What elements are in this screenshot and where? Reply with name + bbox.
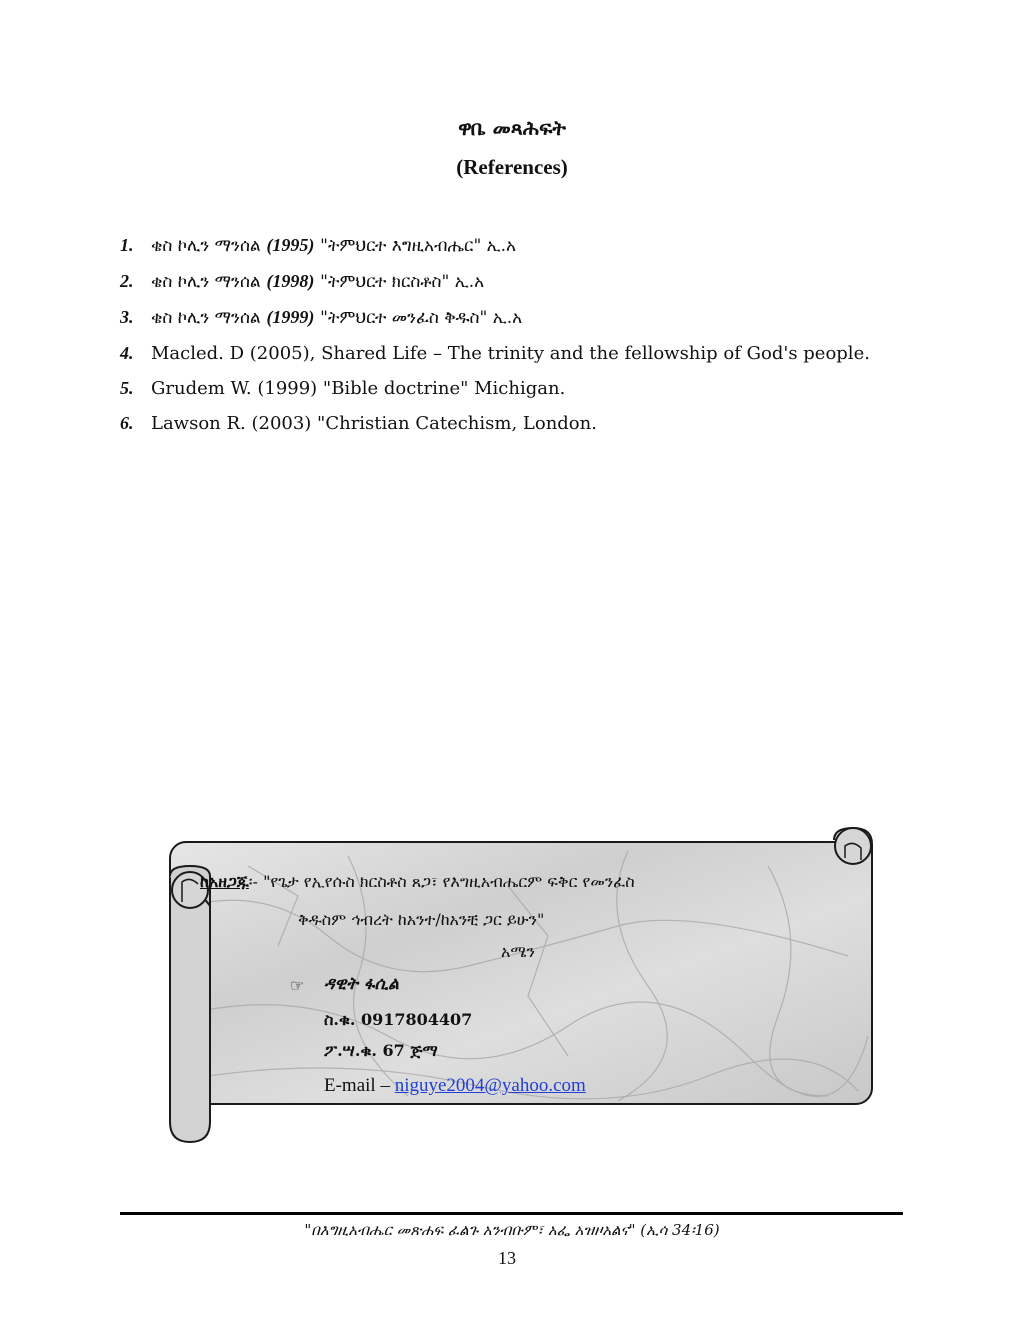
amen-text: አሜን [501,942,535,961]
phone-number: ስ.ቁ. 0917804407 [324,1010,473,1029]
reference-year: (1999) [266,307,315,327]
footer-quote: "በእግዚአብሔር መጽሐፍ ፈልጉ አንብቡም፣ አፌ አዝዞአልና" (ኢሳ 34፡16) [304,1221,720,1239]
email-line [324,1075,586,1097]
reference-number: 2. [120,271,134,291]
reference-author: ቄስ ኮሊን ማንሰል [151,308,261,328]
reference-number: 4. [120,343,134,363]
reference-number: 5. [120,378,134,398]
email-label: E-mail – [324,1075,395,1096]
preparer-line [200,872,635,892]
reference-text: Grudem W. (1999) "Bible doctrine" Michigan. [151,378,566,399]
reference-text: Lawson R. (2003) "Christian Catechism, London. [151,413,597,434]
reference-number: 1. [120,235,134,255]
page-title-amharic: ዋቤ መጻሕፍት [458,116,566,140]
reference-list [120,228,903,441]
reference-year: (1998) [266,271,315,291]
reference-title: "ትምህርተ መንፈስ ቅዱስ" ኢ.አ [320,308,523,328]
blessing-line-2: ቅዱስም ኅብረት ከአንተ/ከአንቺ ጋር ይሁን" [298,910,545,929]
reference-title: "ትምህርተ ክርስቶስ" ኢ.አ [320,272,485,292]
page-number: 13 [498,1248,516,1268]
preparer-separator: ፡- [248,872,258,891]
reference-title: "ትምህርተ እግዚአብሔር" ኢ.አ [320,236,517,256]
reference-text: Macled. D (2005), Shared Life – The trinity and the fellowship of God's people. [151,343,870,364]
footer-divider [120,1212,903,1215]
reference-item [120,300,903,336]
pointing-hand-icon: ☞ [290,976,305,995]
email-link[interactable]: niguye2004@yahoo.com [394,1075,586,1096]
author-name: ዳዊት ፋሲል [324,974,399,994]
po-box: ፖ.ሣ.ቁ. 67 ጅማ [324,1041,438,1060]
reference-author: ቄስ ኮሊን ማንሰል [151,272,261,292]
blessing-line-1: "የጌታ የኢየሱስ ክርስቶስ ጸጋ፣ የእግዚአብሔርም ፍቅር የመንፈስ [263,872,635,891]
reference-year: (1995) [266,235,315,255]
preparer-label: ከአዘጋጁ [200,872,249,891]
reference-item [120,228,903,264]
page-title-english: (References) [456,155,568,179]
reference-item [120,264,903,300]
reference-number: 3. [120,307,134,327]
reference-item [120,406,903,441]
scroll-banner [148,826,875,1146]
reference-item [120,371,903,406]
reference-item [120,336,903,371]
reference-number: 6. [120,413,134,433]
reference-author: ቄስ ኮሊን ማንሰል [151,236,261,256]
